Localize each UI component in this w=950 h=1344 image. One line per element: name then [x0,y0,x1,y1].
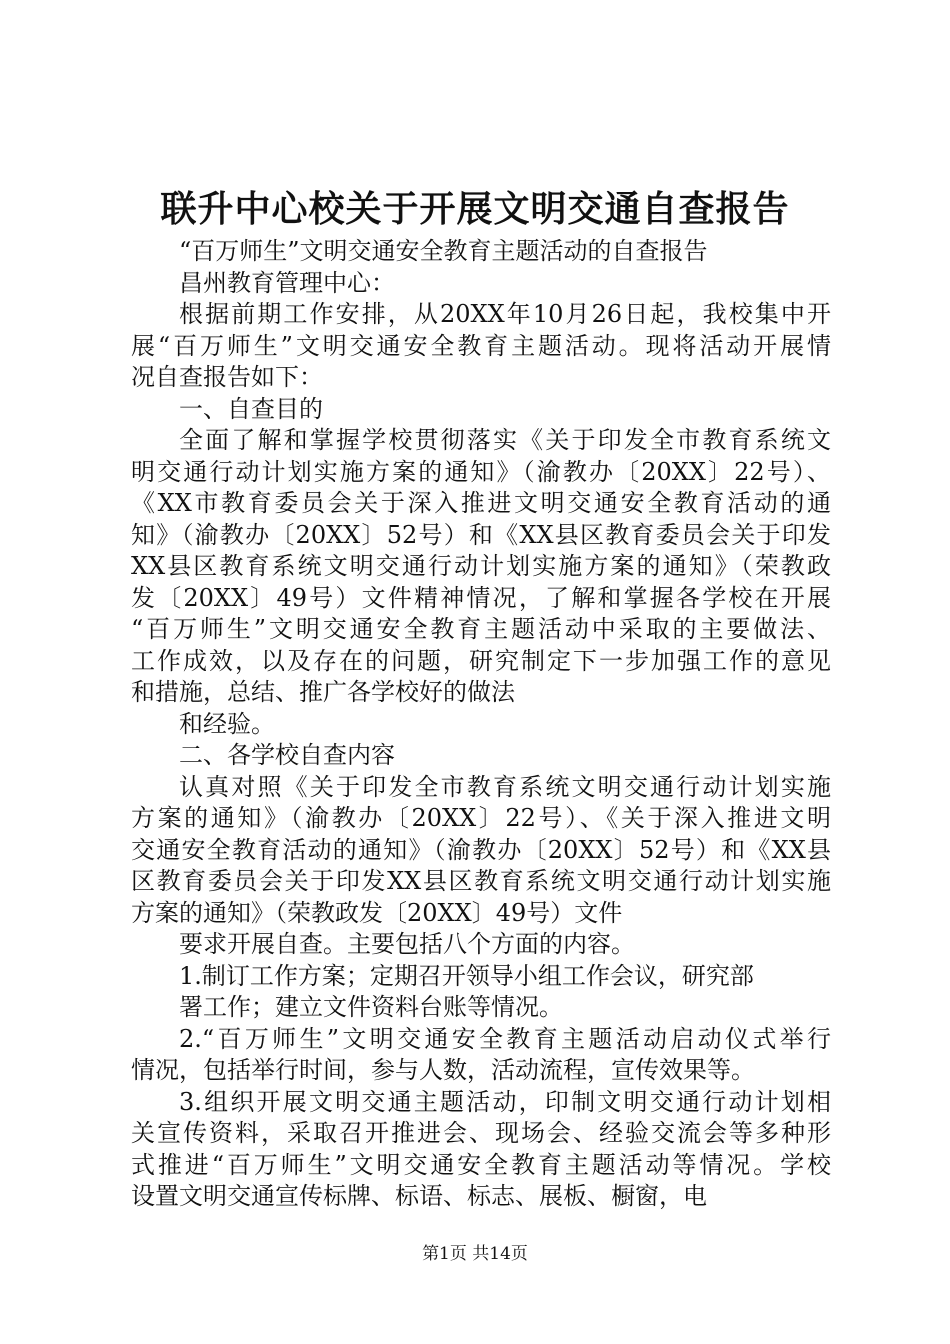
paragraph-line: 和措施，总结、推广各学校好的做法 [131,678,515,706]
paragraph-line: 展“百万师生”文明交通安全教育主题活动。现将活动开展情 [131,331,831,360]
list-item: 关宣传资料，采取召开推进会、现场会、经验交流会等多种形 [131,1119,831,1147]
paragraph-line: 《XX市教育委员会关于深入推进文明交通安全教育活动的通 [131,489,831,517]
document-body [131,236,831,1213]
paragraph-line: 方案的通知》（渝教办〔20XX〕22号）、《关于深入推进文明 [131,804,831,832]
paragraph-line: “百万师生”文明交通安全教育主题活动中采取的主要做法、 [131,615,831,643]
list-item: 设置文明交通宣传标牌、标语、标志、展板、橱窗，电 [131,1182,707,1210]
paragraph-line: 全面了解和掌握学校贯彻落实《关于印发全市教育系统文 [179,426,831,454]
page-number-footer: 第1页 共14页 [422,1244,528,1264]
list-item: 情况，包括举行时间，参与人数，活动流程，宣传效果等。 [131,1056,755,1084]
list-item: 3.组织开展文明交通主题活动，印制文明交通行动计划相 [179,1087,831,1116]
paragraph-line: 工作成效，以及存在的问题，研究制定下一步加强工作的意见 [131,646,831,675]
section-heading: 一、自查目的 [179,394,323,423]
list-item: 1.制订工作方案；定期召开领导小组工作会议，研究部 [179,961,754,990]
paragraph-line: 要求开展自查。主要包括八个方面的内容。 [179,930,635,958]
addressee-line: 昌州教育管理中心： [179,268,395,297]
paragraph-line: 方案的通知》（荣教政发〔20XX〕49号）文件 [131,898,623,927]
paragraph-line: 认真对照《关于印发全市教育系统文明交通行动计划实施 [179,772,831,801]
paragraph-line: XX县区教育系统文明交通行动计划实施方案的通知》（荣教政 [131,552,831,580]
paragraph-line: 况自查报告如下： [131,363,323,391]
list-item: 式推进“百万师生”文明交通安全教育主题活动等情况。学校 [131,1150,831,1179]
paragraph-line: 根据前期工作安排，从20XX年10月26日起，我校集中开 [179,300,831,328]
paragraph-line: 和经验。 [179,709,275,738]
paragraph-line: 区教育委员会关于印发XX县区教育系统文明交通行动计划实施 [131,867,831,895]
paragraph-line: 发〔20XX〕49号）文件精神情况，了解和掌握各学校在开展 [131,583,831,612]
paragraph-line: 知》（渝教办〔20XX〕52号）和《XX县区教育委员会关于印发 [131,520,831,549]
section-heading: 二、各学校自查内容 [179,741,395,769]
paragraph-line: 交通安全教育活动的通知》（渝教办〔20XX〕52号）和《XX县 [131,835,831,864]
list-item: 署工作；建立文件资料台账等情况。 [179,993,563,1021]
subtitle-line: “百万师生”文明交通安全教育主题活动的自查报告 [179,237,708,265]
paragraph-line: 明交通行动计划实施方案的通知》（渝教办〔20XX〕22号）、 [131,457,831,486]
list-item: 2.“百万师生”文明交通安全教育主题活动启动仪式举行 [179,1024,831,1053]
document-title: 联升中心校关于开展文明交通自查报告 [160,188,790,230]
